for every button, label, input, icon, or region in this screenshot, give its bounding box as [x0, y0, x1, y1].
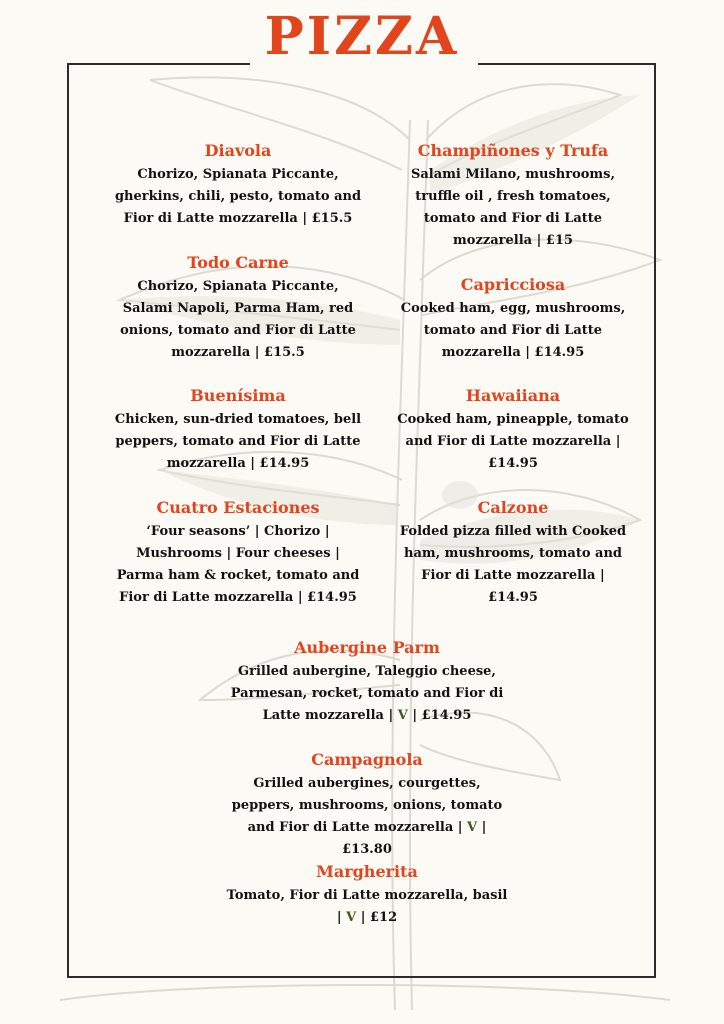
pizza-name: Cuatro Estaciones: [156, 498, 320, 517]
pizza-name: Aubergine Parm: [294, 638, 440, 657]
pizza-item-hawaiiana: [396, 385, 630, 475]
pizza-description: Cooked ham, pineapple, tomato and Fior di Latte mozzarella | £14.95: [397, 412, 629, 471]
pizza-item-diavola: [112, 140, 364, 230]
price-text: | £14.95: [407, 708, 472, 723]
pizza-name: Buenísima: [190, 386, 286, 405]
pizza-item-buenisima: [112, 385, 364, 475]
pizza-name: Diavola: [204, 141, 272, 160]
pizza-item-capricciosa: [396, 274, 630, 364]
pizza-item-calzone: [396, 497, 630, 609]
vegetarian-mark: V: [346, 910, 357, 925]
pizza-description: Folded pizza filled with Cooked ham, mushrooms, tomato and Fior di Latte mozzarella | £14.95: [399, 524, 627, 605]
pizza-name: Campagnola: [311, 750, 423, 769]
pizza-description: Salami Milano, mushrooms, truffle oil , fresh tomatoes, tomato and Fior di Latte mozzarella | £15: [410, 167, 616, 248]
vegetarian-mark: V: [397, 708, 408, 723]
pizza-description: Cooked ham, egg, mushrooms, tomato and Fior di Latte mozzarella | £14.95: [400, 301, 626, 360]
pizza-description: [226, 885, 508, 929]
price-text: | £13.80: [342, 820, 487, 857]
pizza-item-margherita: [226, 861, 508, 929]
pizza-description: Chorizo, Spianata Piccante, Salami Napoli, Parma Ham, red onions, tomato and Fior di Latte mozzarella | £15.5: [120, 279, 356, 360]
description-text: Tomato, Fior di Latte mozzarella, basil |: [226, 888, 508, 925]
pizza-name: Margherita: [316, 862, 418, 881]
description-text: Grilled aubergines, courgettes, peppers, mushrooms, onions, tomato and Fior di Latte mozzarella |: [231, 776, 503, 835]
pizza-description: ‘Four seasons’ | Chorizo | Mushrooms | Four cheeses | Parma ham & rocket, tomato and Fior di Latte mozzarella | £14.95: [116, 524, 360, 605]
pizza-name: Capricciosa: [460, 275, 566, 294]
menu-title: PIZZA: [264, 6, 460, 67]
pizza-name: Champiñones y Trufa: [417, 141, 609, 160]
pizza-item-campagnola: [222, 749, 512, 861]
pizza-name: Todo Carne: [187, 253, 289, 272]
pizza-description: [222, 773, 512, 861]
vegetarian-mark: V: [467, 820, 478, 835]
pizza-item-aubergine-parm: [222, 637, 512, 727]
pizza-name: Hawaiiana: [465, 386, 561, 405]
pizza-item-todo-carne: [112, 252, 364, 364]
pizza-description: Chorizo, Spianata Piccante, gherkins, chili, pesto, tomato and Fior di Latte mozzarella | £15.5: [114, 167, 362, 226]
description-text: Grilled aubergine, Taleggio cheese, Parmesan, rocket, tomato and Fior di Latte mozzarella |: [230, 664, 504, 723]
price-text: | £12: [356, 910, 398, 925]
pizza-name: Calzone: [477, 498, 549, 517]
pizza-description: Chicken, sun-dried tomatoes, bell peppers, tomato and Fior di Latte mozzarella | £14.95: [114, 412, 362, 471]
pizza-item-champinones-y-trufa: [396, 140, 630, 252]
pizza-description: [222, 661, 512, 727]
pizza-item-cuatro-estaciones: [112, 497, 364, 609]
